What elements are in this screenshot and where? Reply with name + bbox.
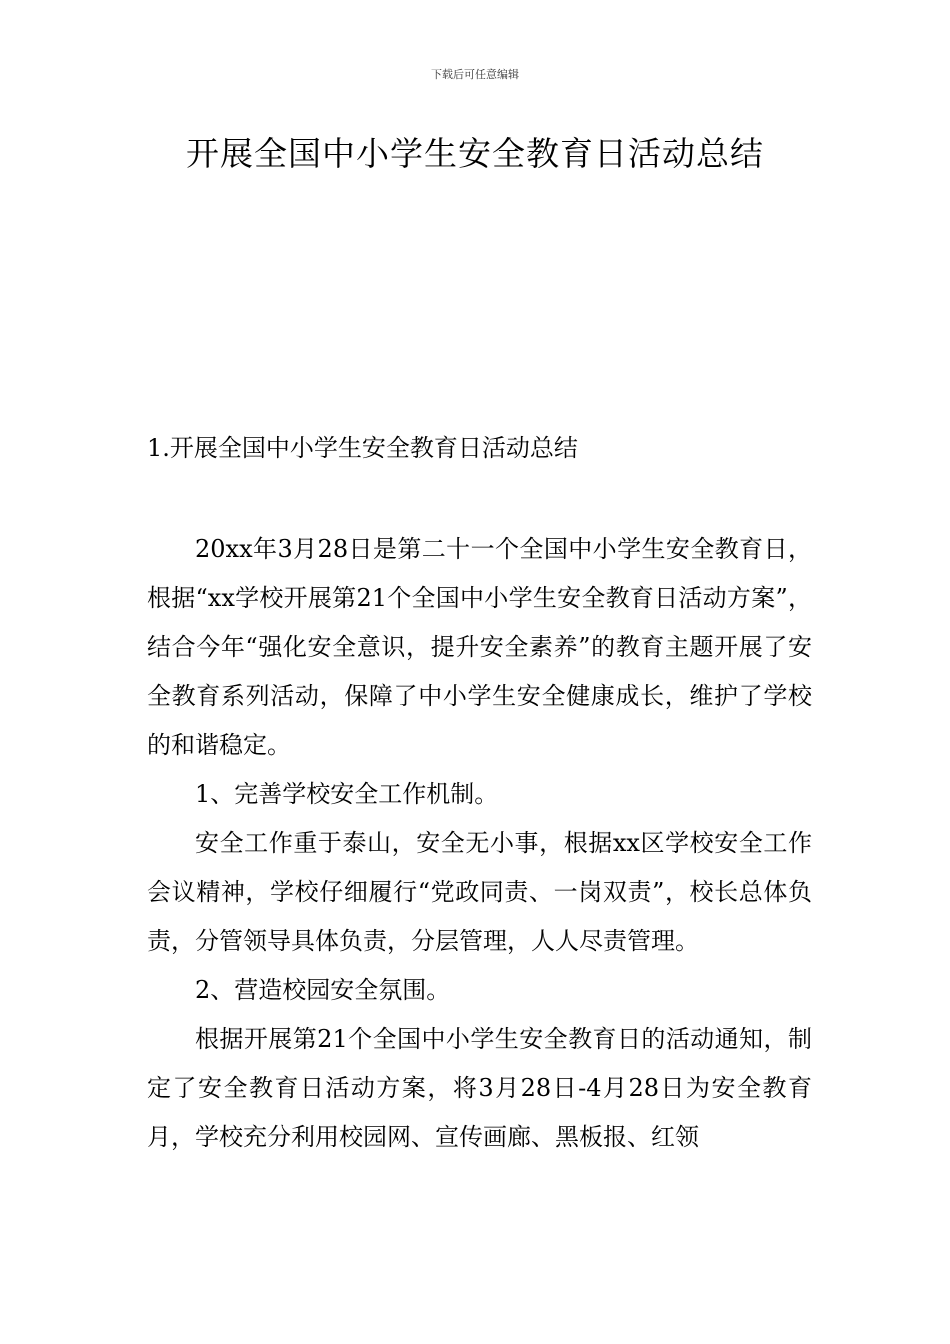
section-heading: 1.开展全国中小学生安全教育日活动总结 <box>147 434 578 462</box>
paragraph-activity-notice: 根据开展第21个全国中小学生安全教育日的活动通知，制定了安全教育日活动方案，将3月28日-4月28日为安全教育月，学校充分利用校园网、宣传画廊、黑板报、红领 <box>147 1025 812 1151</box>
header-note: 下载后可任意编辑 <box>431 68 519 81</box>
paragraph-point-1: 1、完善学校安全工作机制。 <box>195 780 499 808</box>
document-title: 开展全国中小学生安全教育日活动总结 <box>186 134 764 173</box>
paragraph-point-2: 2、营造校园安全氛围。 <box>195 976 451 1004</box>
document-body <box>147 525 812 1162</box>
paragraph-intro: 20xx年3月28日是第二十一个全国中小学生安全教育日，根据“xx学校开展第21个全国中小学生安全教育日活动方案”，结合今年“强化安全意识，提升安全素养”的教育主题开展了安全教育系列活动，保障了中小学生安全健康成长，维护了学校的和谐稳定。 <box>147 535 812 759</box>
paragraph-safety-work: 安全工作重于泰山，安全无小事，根据xx区学校安全工作会议精神，学校仔细履行“党政同责、一岗双责”，校长总体负责，分管领导具体负责，分层管理，人人尽责管理。 <box>147 829 812 955</box>
